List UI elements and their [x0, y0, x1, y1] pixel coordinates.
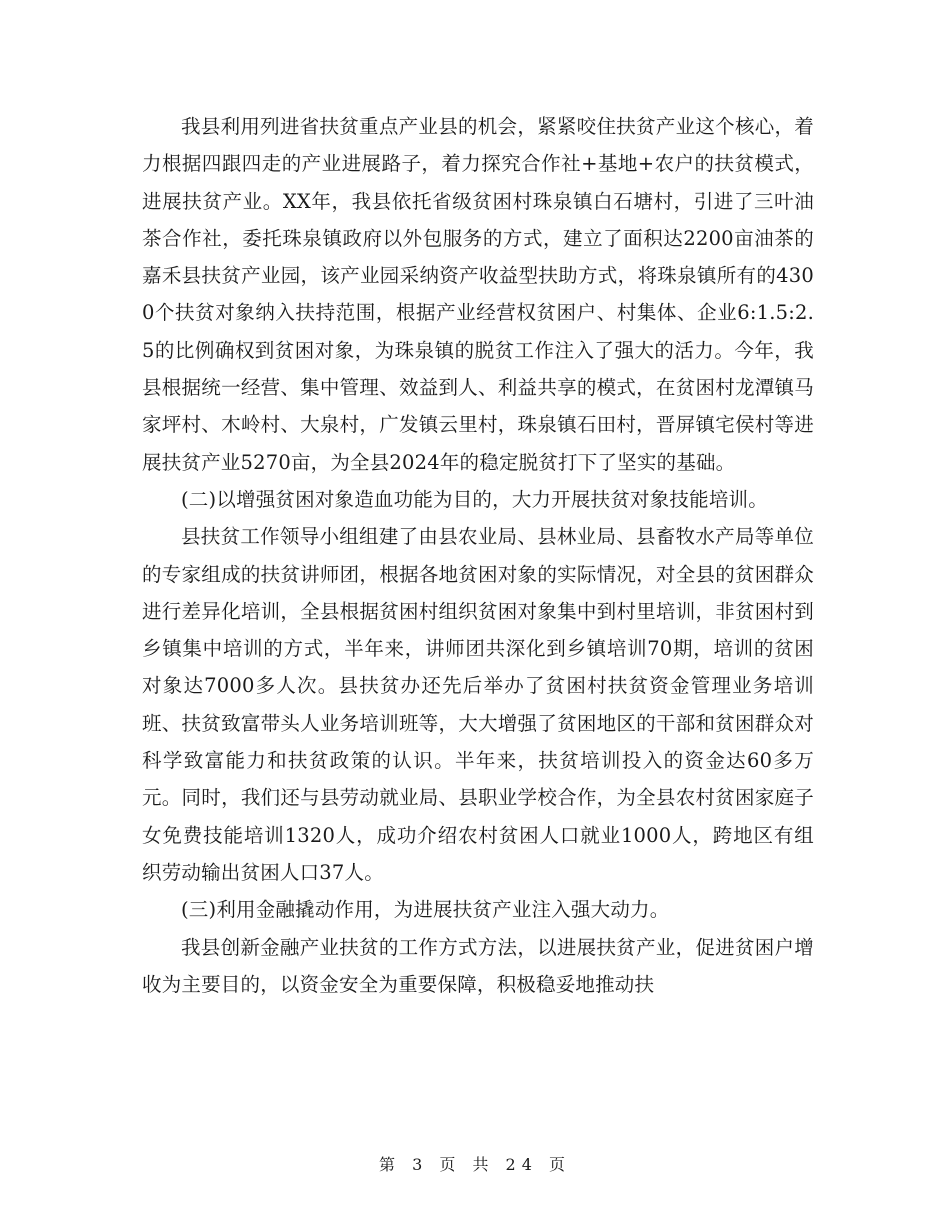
document-body [142, 108, 814, 1003]
paragraph-finance: 我县创新金融产业扶贫的工作方式方法，以进展扶贫产业，促进贫困户增收为主要目的，以资金安全为重要保障，积极稳妥地推动扶 [142, 935, 814, 996]
section-heading-2: (二)以增强贫困对象造血功能为目的，大力开展扶贫对象技能培训。 [181, 487, 768, 511]
paragraph-training: 县扶贫工作领导小组组建了由县农业局、县林业局、县畜牧水产局等单位的专家组成的扶贫讲师团，根据各地贫困对象的实际情况，对全县的贫困群众进行差异化培训，全县根据贫困村组织贫困对象集中到村里培训，非贫困村到乡镇集中培训的方式，半年来，讲师团共深化到乡镇培训70期，培训的贫困对象达7000多人次。县扶贫办还先后举办了贫困村扶贫资金管理业务培训班、扶贫致富带头人业务培训班等，大大增强了贫困地区的干部和贫困群众对科学致富能力和扶贫政策的认识。半年来，扶贫培训投入的资金达60多万元。同时，我们还与县劳动就业局、县职业学校合作，为全县农村贫困家庭子女免费技能培训1320人，成功介绍农村贫困人口就业1000人，跨地区有组织劳动输出贫困人口37人。 [142, 525, 814, 884]
page-footer: 第 3 页 共 24 页 [379, 1155, 571, 1174]
section-heading-3: (三)利用金融撬动作用，为进展扶贫产业注入强大动力。 [181, 898, 670, 922]
paragraph-industry: 我县利用列进省扶贫重点产业县的机会，紧紧咬住扶贫产业这个核心，着力根据四跟四走的产业进展路子，着力探究合作社+基地+农户的扶贫模式，进展扶贫产业。XX年，我县依托省级贫困村珠泉镇白石塘村，引进了三叶油茶合作社，委托珠泉镇政府以外包服务的方式，建立了面积达2200亩油茶的嘉禾县扶贫产业园，该产业园采纳资产收益型扶助方式，将珠泉镇所有的4300个扶贫对象纳入扶持范围，根据产业经营权贫困户、村集体、企业6:1.5:2.5的比例确权到贫困对象，为珠泉镇的脱贫工作注入了强大的活力。今年，我县根据统一经营、集中管理、效益到人、利益共享的模式，在贫困村龙潭镇马家坪村、木岭村、大泉村，广发镇云里村，珠泉镇石田村，晋屏镇宅侯村等进展扶贫产业5270亩，为全县2024年的稳定脱贫打下了坚实的基础。 [142, 115, 814, 474]
